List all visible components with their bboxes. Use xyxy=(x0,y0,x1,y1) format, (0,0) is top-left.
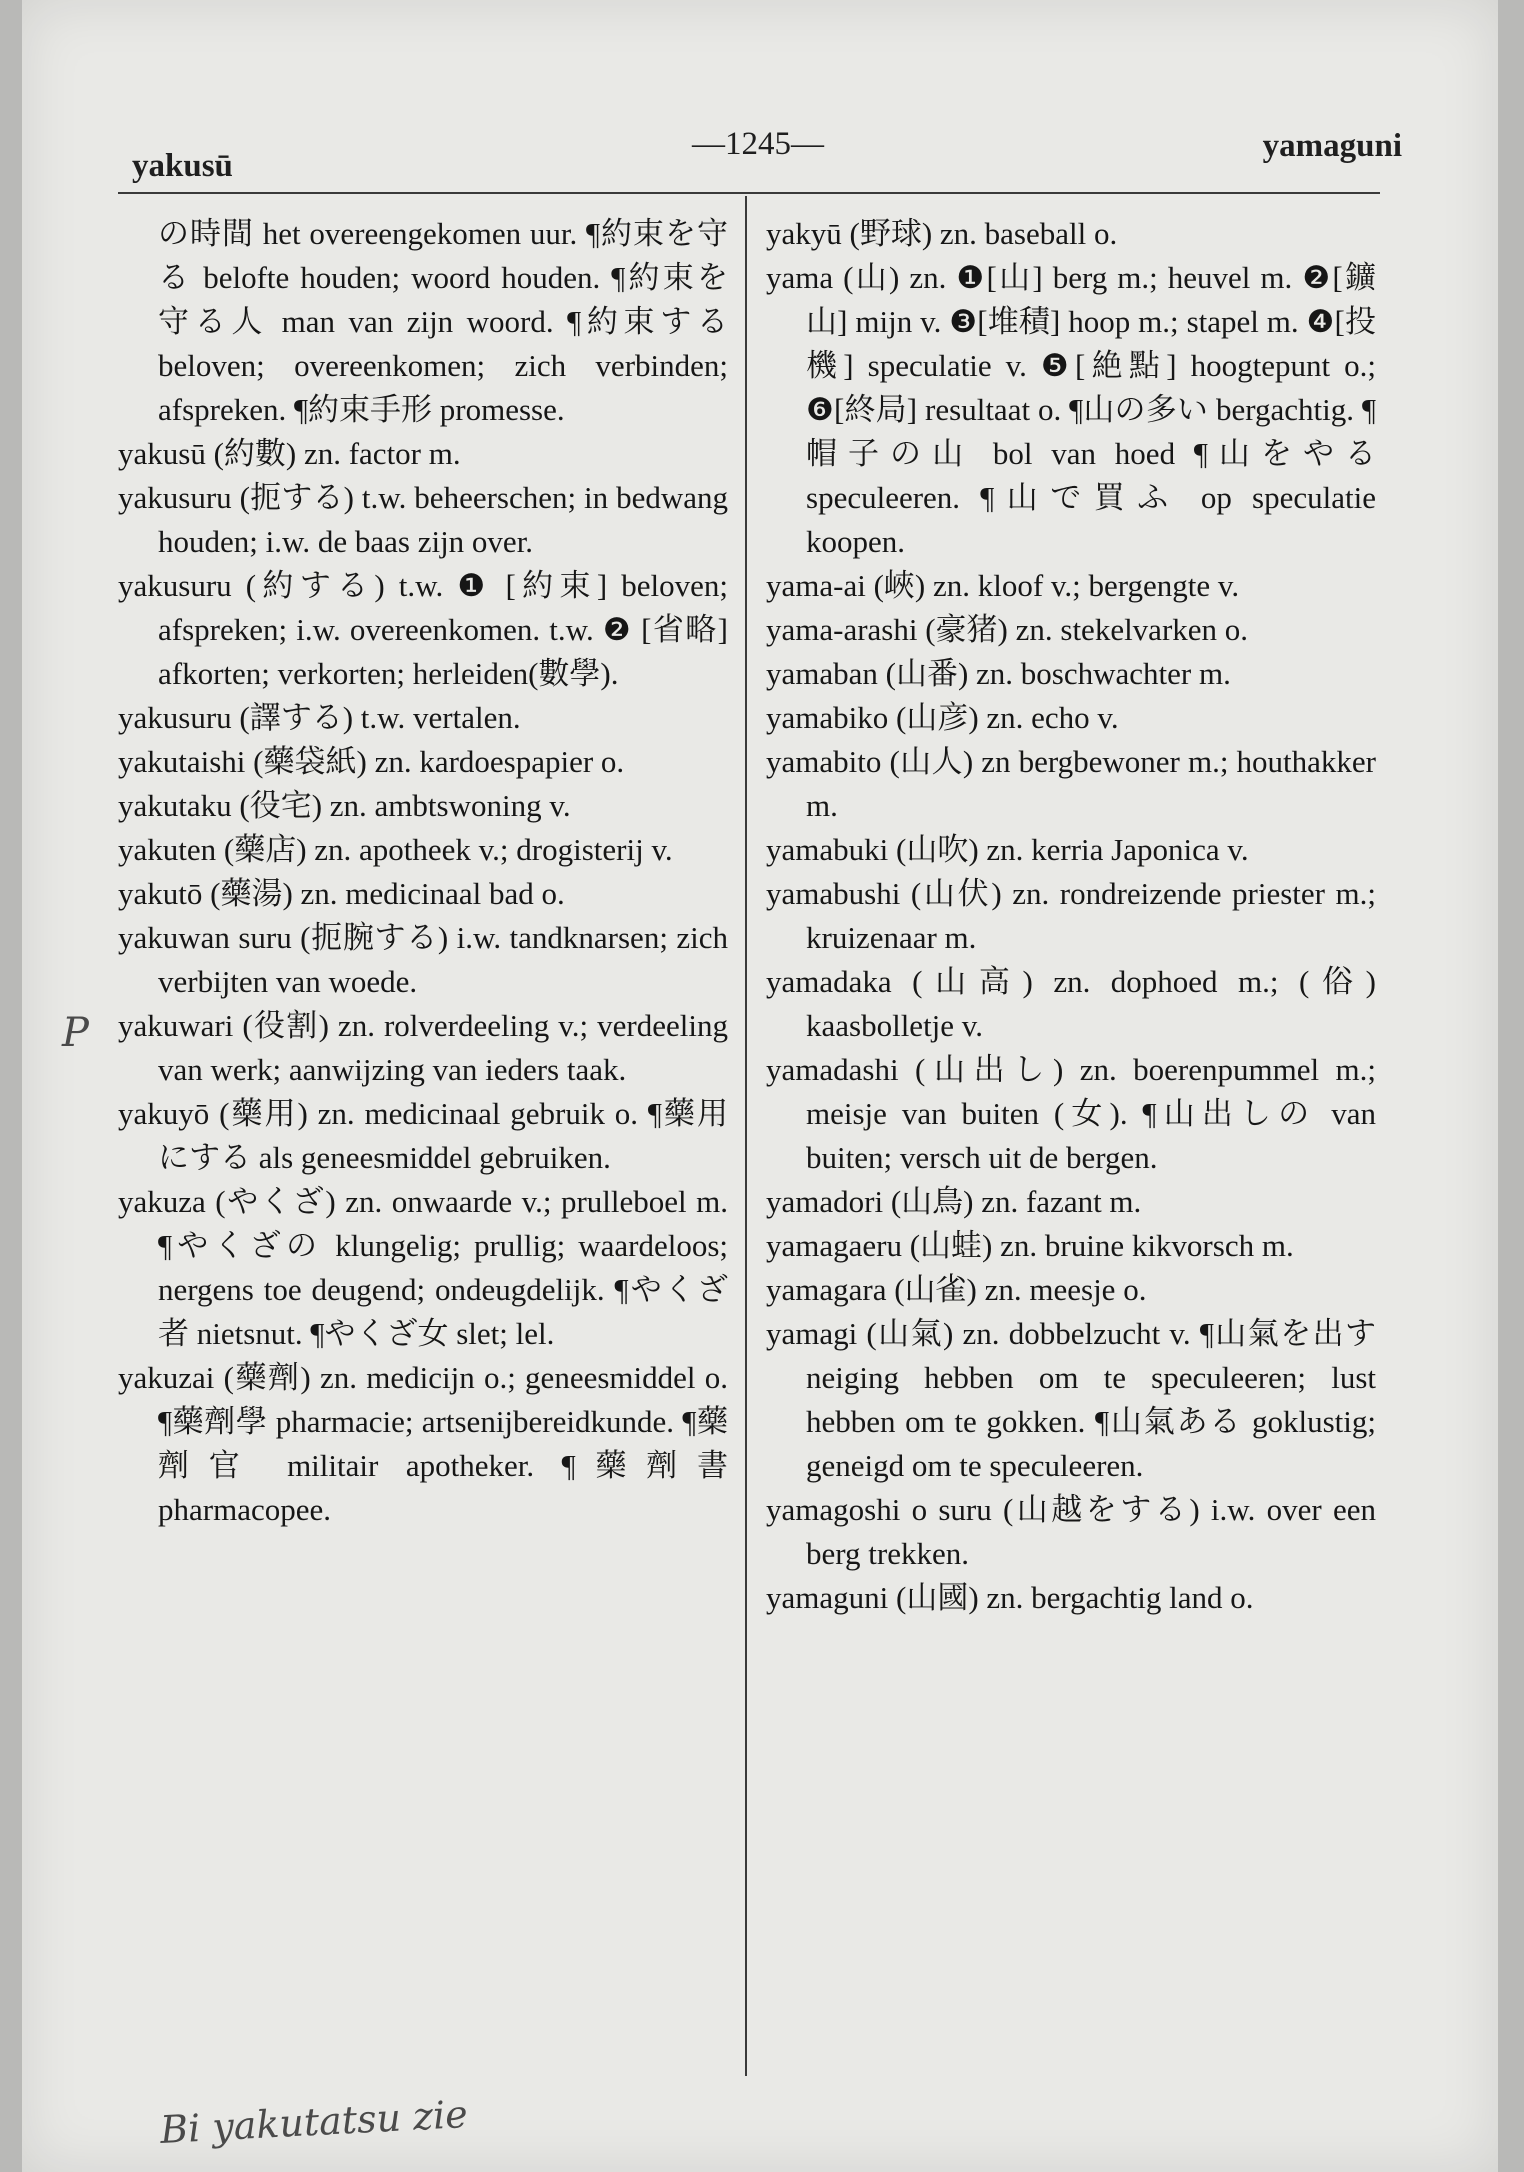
entry-yakusu: yakusū (約數) zn. factor m. xyxy=(118,436,461,471)
entry-yamabiko: yamabiko (山彦) zn. echo v. xyxy=(766,700,1119,735)
header-rule xyxy=(118,192,1380,194)
entry-yamaban: yamaban (山番) zn. boschwachter m. xyxy=(766,656,1231,691)
entry-yakusuru-3: yakusuru (譯する) t.w. vertalen. xyxy=(118,700,521,735)
entry-yakuwan-suru: yakuwan suru (扼腕する) i.w. tandknarsen; zich verbijten van woede. xyxy=(118,920,728,999)
entry-yama-arashi: yama-arashi (豪猪) zn. stekelvarken o. xyxy=(766,612,1249,647)
column-divider xyxy=(745,196,747,2076)
left-column xyxy=(118,212,728,1532)
entry-yamagaeru: yamagaeru (山蛙) zn. bruine kikvorsch m. xyxy=(766,1228,1294,1263)
page-number: —1245— xyxy=(692,126,824,162)
right-column xyxy=(766,212,1376,1620)
entry-yama-ai: yama-ai (峽) zn. kloof v.; bergengte v. xyxy=(766,568,1240,603)
entry-yamagara: yamagara (山雀) zn. meesje o. xyxy=(766,1272,1147,1307)
entry-yamadaka: yamadaka (山高) zn. dophoed m.; (俗) kaasbolletje v. xyxy=(766,964,1376,1043)
entry-yakuto: yakutō (藥湯) zn. medicinaal bad o. xyxy=(118,876,565,911)
entry-yakusuru-2: yakusuru (約する) t.w. ❶ [約束] beloven; afspreken; i.w. overeenkomen. t.w. ❷ [省略] afkorten; verkorten; herleiden(數學). xyxy=(118,568,728,691)
entry-yakutaku: yakutaku (役宅) zn. ambtswoning v. xyxy=(118,788,571,823)
entry-yakuzai: yakuzai (藥劑) zn. medicijn o.; geneesmiddel o. ¶藥劑學 pharmacie; artsenijbereidkunde. ¶藥劑官 militair apotheker. ¶藥劑書 pharmacopee. xyxy=(118,1360,728,1527)
entry-yakutaishi: yakutaishi (藥袋紙) zn. kardoespapier o. xyxy=(118,744,625,779)
entry-yamabushi: yamabushi (山伏) zn. rondreizende priester m.; kruizenaar m. xyxy=(766,876,1376,955)
entry-yamadashi: yamadashi (山出し) zn. boerenpummel m.; meisje van buiten (女). ¶山出しの van buiten; versch uit de bergen. xyxy=(766,1052,1376,1175)
entry-yakuten: yakuten (藥店) zn. apotheek v.; drogisterij v. xyxy=(118,832,673,867)
entry-yakuyo: yakuyō (藥用) zn. medicinaal gebruik o. ¶藥用にする als geneesmiddel gebruiken. xyxy=(118,1096,728,1175)
entry-yamabito: yamabito (山人) zn bergbewoner m.; houthakker m. xyxy=(766,744,1376,823)
entry-yamabuki: yamabuki (山吹) zn. kerria Japonica v. xyxy=(766,832,1249,867)
left-running-head: yakusū xyxy=(132,148,233,184)
handwritten-margin-mark: P xyxy=(62,1010,89,1056)
entry-continuation: の時間 het overeengekomen uur. ¶約束を守る belofte houden; woord houden. ¶約束を守る人 man van zijn woord. ¶約束する beloven; overeenkomen; zich verbinden; afspreken. ¶約束手形 promesse. xyxy=(158,216,728,427)
entry-yama: yama (山) zn. ❶[山] berg m.; heuvel m. ❷[鑛山] mijn v. ❸[堆積] hoop m.; stapel m. ❹[投機] speculatie v. ❺[絶點] hoogtepunt o.; ❻[終局] resultaat o. ¶山の多い bergachtig. ¶帽子の山 bol van hoed ¶山をやる speculeeren. ¶山で買ふ op speculatie koopen. xyxy=(766,260,1376,559)
entry-yamagoshi: yamagoshi o suru (山越をする) i.w. over een berg trekken. xyxy=(766,1492,1376,1571)
entry-yamadori: yamadori (山鳥) zn. fazant m. xyxy=(766,1184,1142,1219)
entry-yamaguni: yamaguni (山國) zn. bergachtig land o. xyxy=(766,1580,1254,1615)
right-running-head: yamaguni xyxy=(1262,128,1402,164)
page-header xyxy=(132,118,1402,188)
entry-yakuwari: yakuwari (役割) zn. rolverdeeling v.; verdeeling van werk; aanwijzing van ieders taak. xyxy=(118,1008,728,1087)
entry-yakyu: yakyū (野球) zn. baseball o. xyxy=(766,216,1118,251)
entry-yamagi: yamagi (山氣) zn. dobbelzucht v. ¶山氣を出す neiging hebben om te speculeeren; lust hebben om te gokken. ¶山氣ある goklustig; geneigd om te speculeeren. xyxy=(766,1316,1376,1483)
entry-yakuza: yakuza (やくざ) zn. onwaarde v.; prulleboel m. ¶やくざの klungelig; prullig; waardeloos; nergens toe deugend; ondeugdelijk. ¶やくざ者 nietsnut. ¶やくざ女 slet; lel. xyxy=(118,1184,728,1351)
entry-yakusuru-1: yakusuru (扼する) t.w. beheerschen; in bedwang houden; i.w. de baas zijn over. xyxy=(118,480,728,559)
handwritten-note: Bi yakutatsu zie xyxy=(159,2091,469,2153)
